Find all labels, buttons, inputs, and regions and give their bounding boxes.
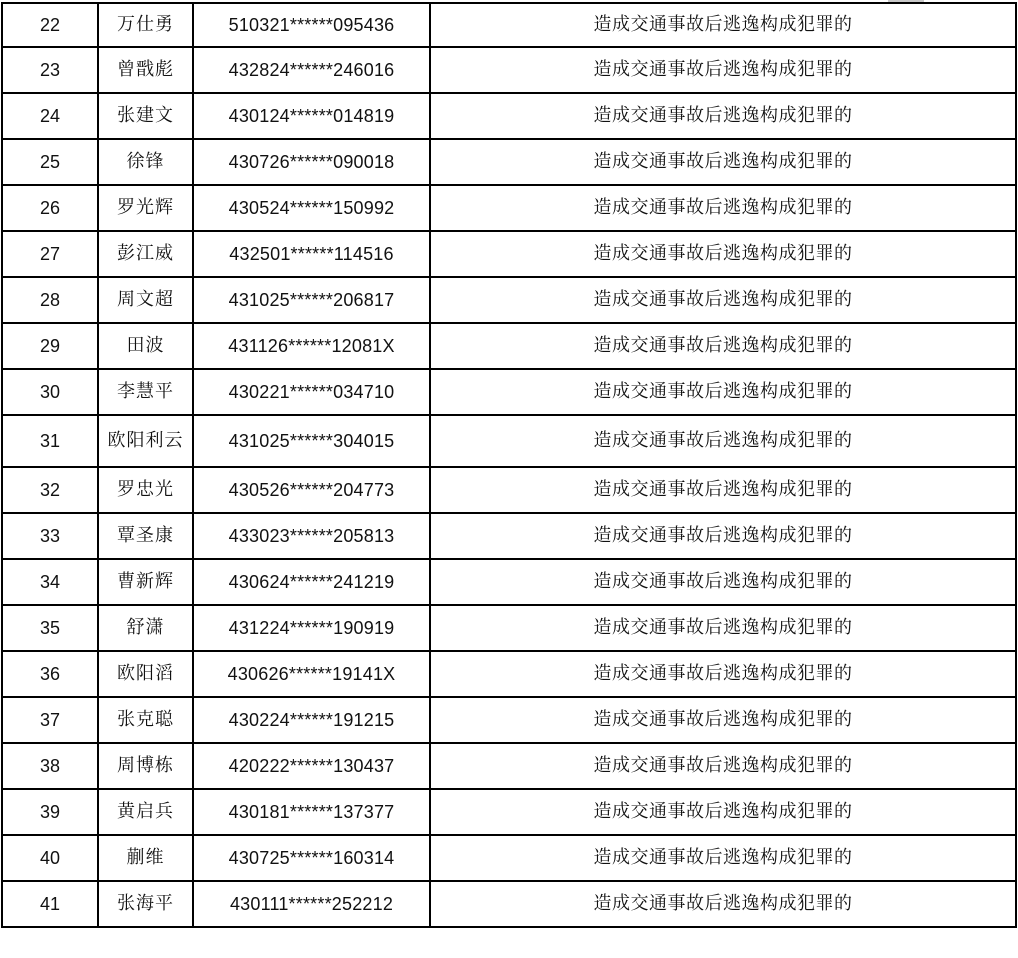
id-number: 431224******190919 — [193, 605, 430, 651]
person-name: 张建文 — [98, 93, 193, 139]
id-number: 431025******304015 — [193, 415, 430, 467]
person-name: 舒潇 — [98, 605, 193, 651]
violation-reason: 造成交通事故后逃逸构成犯罪的 — [430, 47, 1016, 93]
violation-reason: 造成交通事故后逃逸构成犯罪的 — [430, 467, 1016, 513]
row-number: 35 — [2, 605, 98, 651]
id-number: 430626******19141X — [193, 651, 430, 697]
person-name: 张海平 — [98, 881, 193, 927]
person-name: 李慧平 — [98, 369, 193, 415]
person-name: 曾戬彪 — [98, 47, 193, 93]
violation-reason: 造成交通事故后逃逸构成犯罪的 — [430, 3, 1016, 47]
table-body — [2, 3, 1016, 927]
table-row — [2, 467, 1016, 513]
violation-reason: 造成交通事故后逃逸构成犯罪的 — [430, 369, 1016, 415]
person-name: 蒯维 — [98, 835, 193, 881]
id-number: 431126******12081X — [193, 323, 430, 369]
id-number: 431025******206817 — [193, 277, 430, 323]
person-name: 田波 — [98, 323, 193, 369]
violation-reason: 造成交通事故后逃逸构成犯罪的 — [430, 789, 1016, 835]
person-name: 周博栋 — [98, 743, 193, 789]
violation-reason: 造成交通事故后逃逸构成犯罪的 — [430, 139, 1016, 185]
table-row — [2, 139, 1016, 185]
row-number: 37 — [2, 697, 98, 743]
id-number: 432501******114516 — [193, 231, 430, 277]
violation-reason: 造成交通事故后逃逸构成犯罪的 — [430, 651, 1016, 697]
violation-reason: 造成交通事故后逃逸构成犯罪的 — [430, 185, 1016, 231]
table-row — [2, 513, 1016, 559]
row-number: 34 — [2, 559, 98, 605]
table-row — [2, 93, 1016, 139]
id-number: 420222******130437 — [193, 743, 430, 789]
table-row — [2, 369, 1016, 415]
table-row — [2, 277, 1016, 323]
row-number: 26 — [2, 185, 98, 231]
id-number: 430725******160314 — [193, 835, 430, 881]
table-row — [2, 697, 1016, 743]
row-number: 24 — [2, 93, 98, 139]
person-name: 周文超 — [98, 277, 193, 323]
violation-reason: 造成交通事故后逃逸构成犯罪的 — [430, 881, 1016, 927]
person-name: 罗光辉 — [98, 185, 193, 231]
row-number: 27 — [2, 231, 98, 277]
id-number: 432824******246016 — [193, 47, 430, 93]
id-number: 430726******090018 — [193, 139, 430, 185]
row-number: 25 — [2, 139, 98, 185]
table-row — [2, 559, 1016, 605]
row-number: 30 — [2, 369, 98, 415]
violation-reason: 造成交通事故后逃逸构成犯罪的 — [430, 513, 1016, 559]
id-number: 430224******191215 — [193, 697, 430, 743]
person-name: 彭江威 — [98, 231, 193, 277]
table-row — [2, 3, 1016, 47]
person-name: 张克聪 — [98, 697, 193, 743]
id-number: 430124******014819 — [193, 93, 430, 139]
row-number: 39 — [2, 789, 98, 835]
violation-reason: 造成交通事故后逃逸构成犯罪的 — [430, 605, 1016, 651]
table-row — [2, 231, 1016, 277]
violation-reason: 造成交通事故后逃逸构成犯罪的 — [430, 231, 1016, 277]
person-name: 罗忠光 — [98, 467, 193, 513]
row-number: 29 — [2, 323, 98, 369]
row-number: 22 — [2, 3, 98, 47]
person-name: 覃圣康 — [98, 513, 193, 559]
table-row — [2, 651, 1016, 697]
row-number: 38 — [2, 743, 98, 789]
table-row — [2, 743, 1016, 789]
violation-reason: 造成交通事故后逃逸构成犯罪的 — [430, 277, 1016, 323]
violation-reason: 造成交通事故后逃逸构成犯罪的 — [430, 559, 1016, 605]
violation-reason: 造成交通事故后逃逸构成犯罪的 — [430, 835, 1016, 881]
row-number: 40 — [2, 835, 98, 881]
row-number: 33 — [2, 513, 98, 559]
table-row — [2, 881, 1016, 927]
table-row — [2, 47, 1016, 93]
table-row — [2, 185, 1016, 231]
violation-reason: 造成交通事故后逃逸构成犯罪的 — [430, 323, 1016, 369]
row-number: 31 — [2, 415, 98, 467]
person-name: 欧阳滔 — [98, 651, 193, 697]
id-number: 430624******241219 — [193, 559, 430, 605]
person-name: 黄启兵 — [98, 789, 193, 835]
person-name: 曹新辉 — [98, 559, 193, 605]
id-number: 430111******252212 — [193, 881, 430, 927]
table-row — [2, 605, 1016, 651]
person-name: 欧阳利云 — [98, 415, 193, 467]
violation-reason: 造成交通事故后逃逸构成犯罪的 — [430, 415, 1016, 467]
id-number: 430181******137377 — [193, 789, 430, 835]
offender-table — [1, 2, 1017, 928]
row-number: 41 — [2, 881, 98, 927]
id-number: 430524******150992 — [193, 185, 430, 231]
table-row — [2, 789, 1016, 835]
violation-reason: 造成交通事故后逃逸构成犯罪的 — [430, 93, 1016, 139]
row-number: 32 — [2, 467, 98, 513]
violation-reason: 造成交通事故后逃逸构成犯罪的 — [430, 697, 1016, 743]
violation-reason: 造成交通事故后逃逸构成犯罪的 — [430, 743, 1016, 789]
person-name: 徐锋 — [98, 139, 193, 185]
person-name: 万仕勇 — [98, 3, 193, 47]
id-number: 430221******034710 — [193, 369, 430, 415]
row-number: 36 — [2, 651, 98, 697]
table-row — [2, 835, 1016, 881]
id-number: 510321******095436 — [193, 3, 430, 47]
id-number: 433023******205813 — [193, 513, 430, 559]
row-number: 28 — [2, 277, 98, 323]
table-row — [2, 323, 1016, 369]
table-row — [2, 415, 1016, 467]
row-number: 23 — [2, 47, 98, 93]
id-number: 430526******204773 — [193, 467, 430, 513]
